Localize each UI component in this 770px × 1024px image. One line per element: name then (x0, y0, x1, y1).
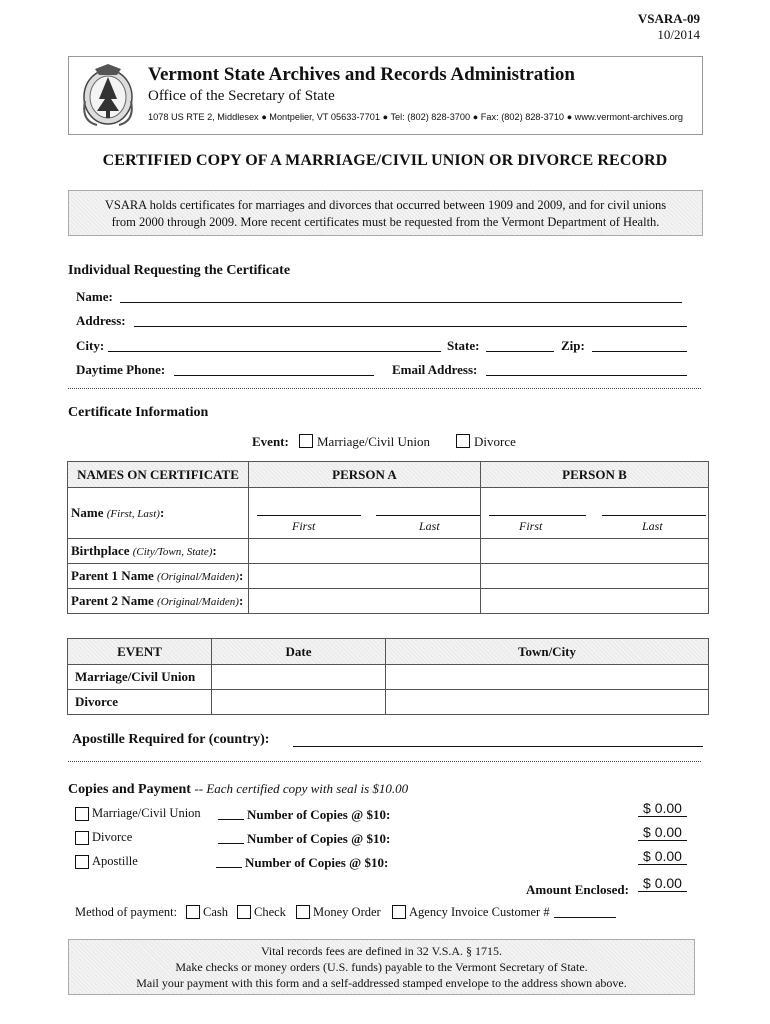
footer-box (68, 939, 695, 995)
marriage-town-cell[interactable] (386, 665, 709, 690)
event-row-marriage-label: Marriage/Civil Union (68, 665, 212, 690)
method-label: Method of payment: (75, 905, 178, 919)
notice-line-2: from 2000 through 2009. More recent certificates must be requested from the Vermont Department of Health. (111, 215, 660, 229)
money-order-label: Money Order (313, 905, 381, 919)
person-b-parent2-cell[interactable] (481, 589, 709, 614)
event-table (67, 638, 709, 715)
marriage-date-cell[interactable] (212, 665, 386, 690)
birthplace-row-label: Birthplace (71, 543, 130, 558)
birthplace-row-hint: (City/Town, State) (132, 546, 213, 558)
footer-line-1: Vital records fees are defined in 32 V.S.A. § 1715. (260, 944, 503, 958)
person-a-parent2-cell[interactable] (249, 589, 481, 614)
agency-invoice-checkbox[interactable] (392, 905, 406, 919)
money-order-checkbox[interactable] (296, 905, 310, 919)
copies-apostille-label: Apostille (92, 854, 138, 868)
requester-heading: Individual Requesting the Certificate (68, 263, 291, 278)
copies-divorce-amount[interactable]: $ 0.00 (638, 824, 687, 841)
copies-divorce-count[interactable] (218, 843, 244, 844)
divorce-date-cell[interactable] (212, 690, 386, 715)
cash-checkbox[interactable] (186, 905, 200, 919)
copies-marriage-amount[interactable]: $ 0.00 (638, 800, 687, 817)
agency-invoice-field[interactable] (554, 917, 616, 918)
col-person-a-header: PERSON A (249, 462, 481, 488)
state-label: State: (447, 338, 480, 353)
person-a-last-label: Last (419, 519, 440, 533)
copies-divorce-rate: Number of Copies @ $10: (247, 831, 391, 846)
person-b-last-label: Last (642, 519, 663, 533)
row-name-label: Name (First, Last): (68, 488, 249, 539)
check-checkbox[interactable] (237, 905, 251, 919)
phone-label: Daytime Phone: (76, 362, 166, 377)
person-a-name-cell[interactable] (249, 488, 481, 539)
event-label: Event: (252, 434, 289, 449)
copies-marriage-checkbox[interactable] (75, 807, 89, 821)
city-field[interactable] (108, 351, 441, 352)
zip-field[interactable] (592, 351, 687, 352)
phone-field[interactable] (174, 375, 374, 376)
address-label: Address: (76, 313, 126, 328)
marriage-checkbox[interactable] (299, 434, 313, 448)
amount-enclosed-value[interactable]: $ 0.00 (638, 875, 687, 892)
name-row-hint: (First, Last) (106, 508, 160, 520)
names-table (67, 461, 709, 614)
col-person-b-header: PERSON B (481, 462, 709, 488)
person-a-first-label: First (292, 519, 316, 533)
row-parent1-label: Parent 1 Name (Original/Maiden): (68, 564, 249, 589)
payment-subheading: -- Each certified copy with seal is $10.00 (194, 781, 409, 796)
col-town-header: Town/City (386, 639, 709, 665)
org-name: Vermont State Archives and Records Administration (148, 64, 575, 85)
notice-line-1: VSARA holds certificates for marriages and divorces that occurred between 1909 and 2009, and for civil unions (104, 198, 667, 212)
divorce-town-cell[interactable] (386, 690, 709, 715)
parent1-row-hint: (Original/Maiden) (157, 571, 239, 583)
marriage-option-label: Marriage/Civil Union (317, 434, 431, 449)
page-title: CERTIFIED COPY OF A MARRIAGE/CIVIL UNION OR DIVORCE RECORD (102, 152, 668, 169)
parent2-row-hint: (Original/Maiden) (157, 596, 239, 608)
divorce-checkbox[interactable] (456, 434, 470, 448)
divider (68, 761, 701, 762)
person-a-parent1-cell[interactable] (249, 564, 481, 589)
person-a-birthplace-cell[interactable] (249, 539, 481, 564)
copies-marriage-label: Marriage/Civil Union (92, 806, 201, 820)
copies-marriage-rate: Number of Copies @ $10: (247, 807, 391, 822)
name-row-label: Name (71, 505, 104, 520)
name-field[interactable] (120, 302, 682, 303)
state-field[interactable] (486, 351, 554, 352)
letterhead (68, 56, 703, 135)
vermont-seal-icon (77, 61, 139, 129)
name-label: Name: (76, 289, 113, 304)
copies-divorce-label: Divorce (92, 830, 133, 844)
footer-line-3: Mail your payment with this form and a self-addressed stamped envelope to the address shown above. (136, 976, 627, 990)
divider (68, 388, 701, 389)
copies-apostille-rate: Number of Copies @ $10: (245, 855, 389, 870)
person-b-birthplace-cell[interactable] (481, 539, 709, 564)
zip-label: Zip: (561, 338, 585, 353)
apostille-label: Apostille Required for (country): (72, 732, 270, 747)
check-label: Check (254, 905, 286, 919)
person-b-parent1-cell[interactable] (481, 564, 709, 589)
person-b-name-cell[interactable] (481, 488, 709, 539)
parent2-row-label: Parent 2 Name (71, 593, 154, 608)
payment-heading: Copies and Payment (68, 782, 191, 797)
copies-divorce-checkbox[interactable] (75, 831, 89, 845)
address-field[interactable] (134, 326, 687, 327)
form-code: VSARA-09 (637, 11, 700, 26)
col-event-header: EVENT (68, 639, 212, 665)
event-row-divorce-label: Divorce (68, 690, 212, 715)
agency-invoice-label: Agency Invoice Customer # (409, 905, 550, 919)
payment-heading-row (68, 781, 408, 798)
certificate-heading: Certificate Information (68, 405, 209, 420)
row-birthplace-label: Birthplace (City/Town, State): (68, 539, 249, 564)
cash-label: Cash (203, 905, 228, 919)
form-date: 10/2014 (657, 27, 700, 42)
copies-apostille-amount[interactable]: $ 0.00 (638, 848, 687, 865)
contact-line: 1078 US RTE 2, Middlesex ● Montpelier, VT 05633-7701 ● Tel: (802) 828-3700 ● Fax: (802) 828-3710 ● www.vermont-archives.org (148, 112, 683, 122)
notice-box (68, 190, 703, 236)
person-b-first-label: First (519, 519, 543, 533)
copies-marriage-count[interactable] (218, 819, 244, 820)
col-names-header: NAMES ON CERTIFICATE (68, 462, 249, 488)
amount-enclosed-label: Amount Enclosed: (526, 882, 629, 897)
parent1-row-label: Parent 1 Name (71, 568, 154, 583)
divorce-option-label: Divorce (474, 434, 516, 449)
email-field[interactable] (486, 375, 687, 376)
copies-apostille-checkbox[interactable] (75, 855, 89, 869)
city-label: City: (76, 338, 105, 353)
col-date-header: Date (212, 639, 386, 665)
office-name: Office of the Secretary of State (148, 88, 335, 104)
footer-line-2: Make checks or money orders (U.S. funds) payable to the Vermont Secretary of State. (175, 960, 588, 974)
row-parent2-label: Parent 2 Name (Original/Maiden): (68, 589, 249, 614)
copies-apostille-count[interactable] (216, 867, 242, 868)
email-label: Email Address: (392, 362, 478, 377)
apostille-field[interactable] (293, 746, 703, 747)
